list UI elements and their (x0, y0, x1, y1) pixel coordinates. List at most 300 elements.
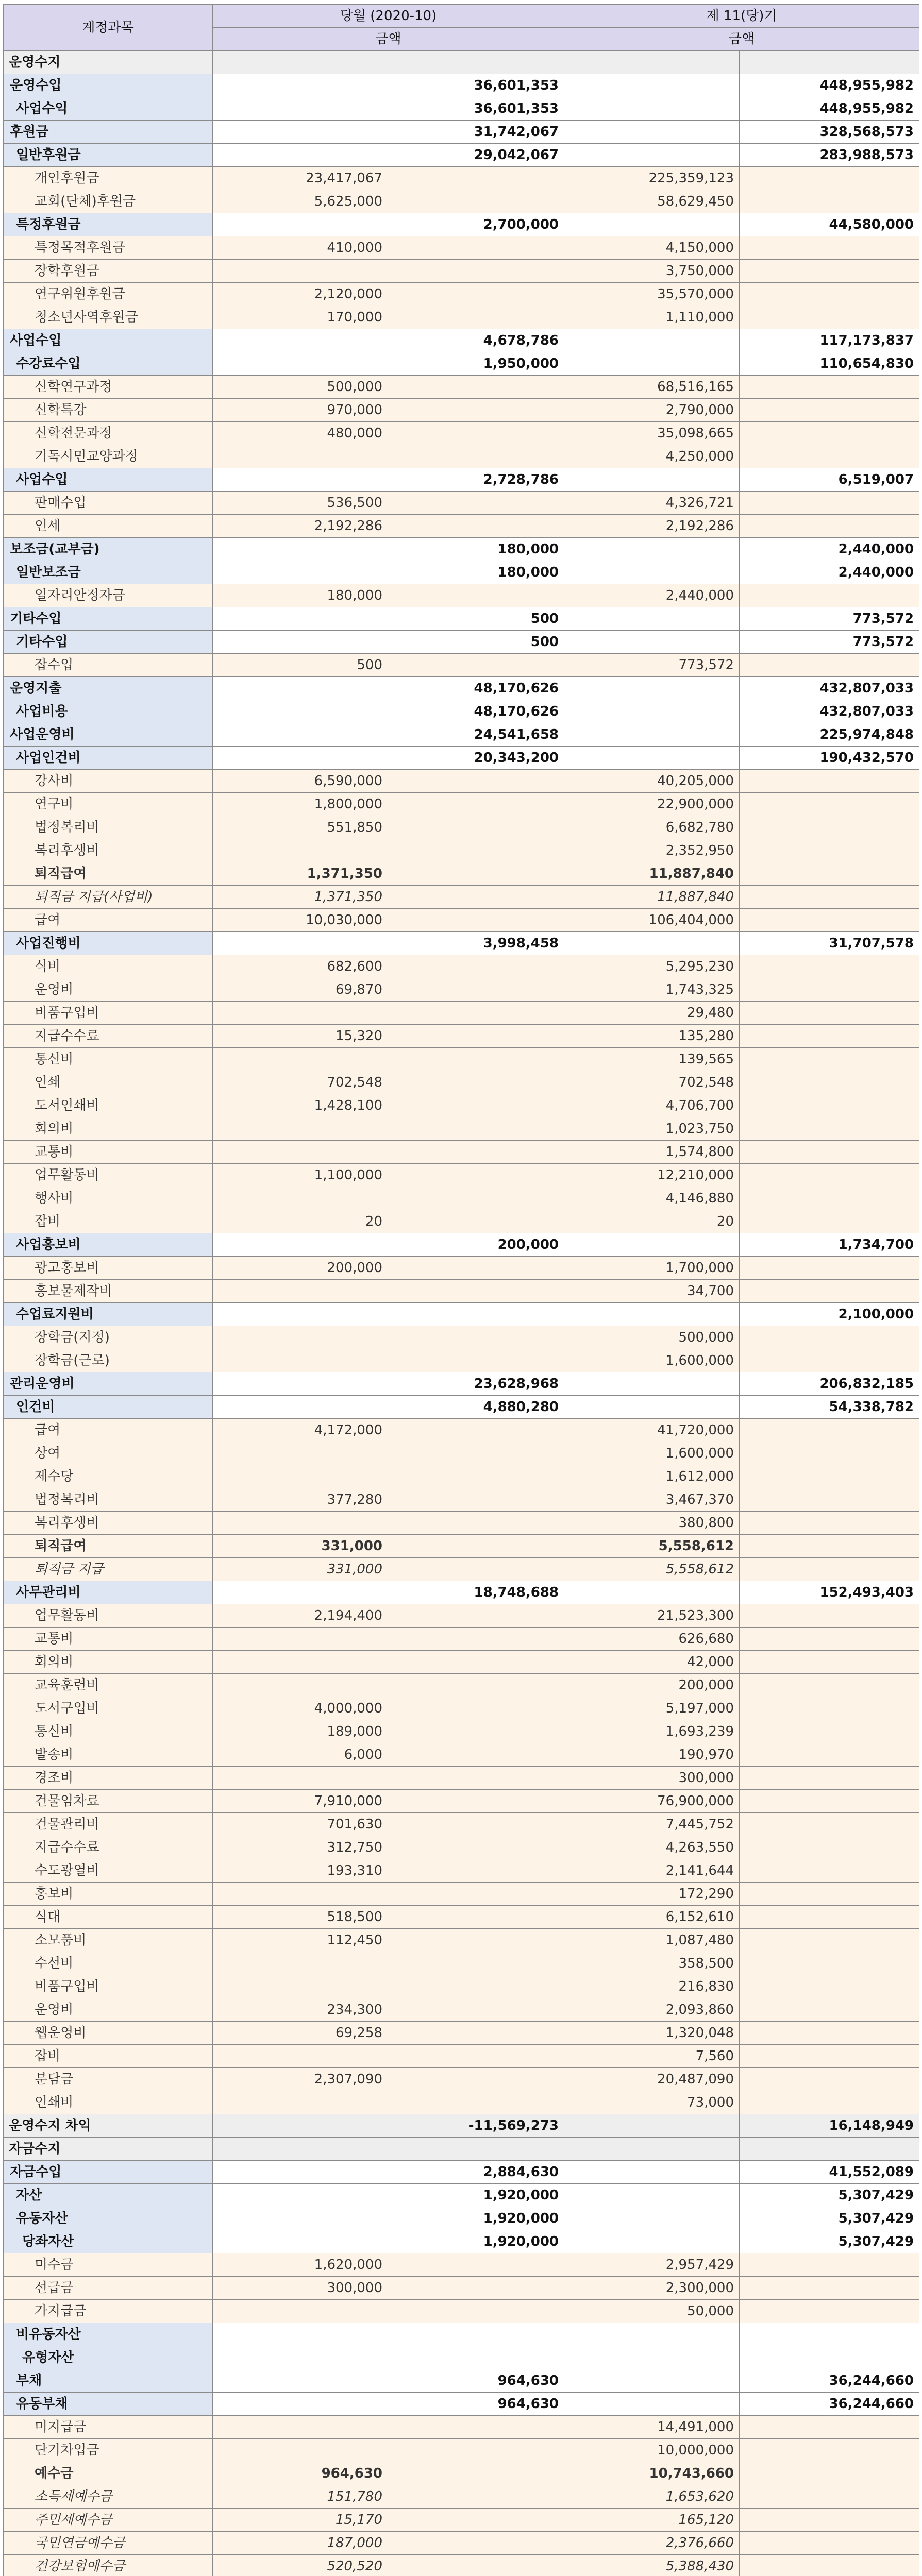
current-detail-amount: 234,300 (213, 1998, 388, 2022)
table-row (4, 376, 919, 399)
table-row (4, 422, 919, 445)
fiscal-detail-amount: 34,700 (564, 1280, 740, 1303)
account-name: 미지급금 (4, 2416, 213, 2439)
account-name: 발송비 (4, 1743, 213, 1767)
table-row (4, 862, 919, 886)
current-detail-amount (213, 260, 388, 283)
table-row (4, 584, 919, 607)
table-row (4, 2346, 919, 2369)
current-total-amount (388, 1117, 564, 1141)
fiscal-detail-amount: 300,000 (564, 1767, 740, 1790)
fiscal-total-amount (740, 1674, 919, 1697)
account-name: 사업진행비 (4, 932, 213, 955)
account-name: 단기차입금 (4, 2439, 213, 2462)
fiscal-detail-amount: 2,141,644 (564, 1859, 740, 1883)
table-row (4, 1628, 919, 1651)
account-name: 기독시민교양과정 (4, 445, 213, 468)
table-row (4, 747, 919, 770)
current-detail-amount: 410,000 (213, 236, 388, 260)
current-detail-amount: 2,192,286 (213, 515, 388, 538)
fiscal-detail-amount: 42,000 (564, 1651, 740, 1674)
fiscal-total-amount: 206,832,185 (740, 1372, 919, 1396)
fiscal-total-amount (740, 167, 919, 190)
current-detail-amount: 2,307,090 (213, 2068, 388, 2091)
fiscal-total-amount (740, 1117, 919, 1141)
fiscal-total-amount (740, 283, 919, 306)
fiscal-detail-amount: 2,352,950 (564, 839, 740, 862)
current-total-amount: 964,630 (388, 2369, 564, 2393)
account-name: 장학후원금 (4, 260, 213, 283)
table-row (4, 1883, 919, 1906)
account-name: 관리운영비 (4, 1372, 213, 1396)
account-name: 분담금 (4, 2068, 213, 2091)
current-total-amount (388, 2439, 564, 2462)
table-row (4, 2207, 919, 2230)
current-detail-amount: 702,548 (213, 1071, 388, 1094)
fiscal-total-amount (740, 1558, 919, 1581)
fiscal-total-amount (740, 955, 919, 978)
account-name: 유동부채 (4, 2393, 213, 2416)
table-row (4, 1233, 919, 1257)
current-total-amount: 4,880,280 (388, 1396, 564, 1419)
fiscal-detail-amount: 200,000 (564, 1674, 740, 1697)
fiscal-total-amount: 2,440,000 (740, 538, 919, 561)
current-total-amount (388, 1326, 564, 1349)
table-row (4, 2091, 919, 2114)
current-total-amount (388, 2091, 564, 2114)
table-row (4, 2114, 919, 2138)
current-detail-amount (213, 723, 388, 747)
table-row (4, 468, 919, 492)
account-name: 수강료수입 (4, 352, 213, 376)
table-row (4, 167, 919, 190)
fiscal-total-amount (740, 515, 919, 538)
current-total-amount: 180,000 (388, 538, 564, 561)
current-total-amount (388, 1442, 564, 1465)
current-total-amount (388, 1998, 564, 2022)
table-row (4, 1906, 919, 1929)
current-total-amount (388, 1210, 564, 1233)
fiscal-total-amount (740, 1998, 919, 2022)
table-row (4, 1349, 919, 1372)
current-detail-amount (213, 700, 388, 723)
fiscal-total-amount (740, 1767, 919, 1790)
fiscal-detail-amount: 106,404,000 (564, 909, 740, 932)
table-row (4, 1164, 919, 1187)
table-row (4, 1210, 919, 1233)
current-detail-amount (213, 1117, 388, 1141)
fiscal-total-amount: 117,173,837 (740, 329, 919, 352)
fiscal-detail-amount: 41,720,000 (564, 1419, 740, 1442)
table-row (4, 236, 919, 260)
fiscal-detail-amount (564, 1372, 740, 1396)
account-name: 연구비 (4, 793, 213, 816)
current-detail-amount (213, 1442, 388, 1465)
table-row (4, 654, 919, 677)
fiscal-total-amount (740, 839, 919, 862)
current-detail-amount: 1,800,000 (213, 793, 388, 816)
current-detail-amount (213, 51, 388, 74)
current-total-amount: 180,000 (388, 561, 564, 584)
fiscal-detail-amount: 14,491,000 (564, 2416, 740, 2439)
table-row (4, 144, 919, 167)
fiscal-detail-amount: 22,900,000 (564, 793, 740, 816)
current-detail-amount: 964,630 (213, 2462, 388, 2485)
fiscal-total-amount (740, 1535, 919, 1558)
current-detail-amount (213, 1326, 388, 1349)
fiscal-detail-amount (564, 1233, 740, 1257)
fiscal-detail-amount (564, 723, 740, 747)
table-row (4, 793, 919, 816)
fiscal-detail-amount: 68,516,165 (564, 376, 740, 399)
account-name: 운영수지 (4, 51, 213, 74)
fiscal-period-header: 제 11(당)기 (564, 5, 919, 28)
current-detail-amount: 331,000 (213, 1558, 388, 1581)
fiscal-total-amount (740, 2485, 919, 2509)
fiscal-detail-amount: 2,376,660 (564, 2532, 740, 2555)
current-total-amount: 964,630 (388, 2393, 564, 2416)
account-name: 신학특강 (4, 399, 213, 422)
fiscal-detail-amount: 6,152,610 (564, 1906, 740, 1929)
table-row (4, 1280, 919, 1303)
account-name: 인세 (4, 515, 213, 538)
table-row (4, 2509, 919, 2532)
account-name: 홍보비 (4, 1883, 213, 1906)
current-total-amount (388, 1813, 564, 1836)
fiscal-total-amount (740, 793, 919, 816)
fiscal-detail-amount: 4,263,550 (564, 1836, 740, 1859)
current-total-amount (388, 260, 564, 283)
table-row (4, 1859, 919, 1883)
fiscal-detail-amount: 773,572 (564, 654, 740, 677)
table-row (4, 260, 919, 283)
account-name: 운영비 (4, 1998, 213, 2022)
current-detail-amount: 331,000 (213, 1535, 388, 1558)
account-name: 제수당 (4, 1465, 213, 1488)
account-name: 운영비 (4, 978, 213, 1002)
table-row (4, 2045, 919, 2068)
fiscal-detail-amount: 2,300,000 (564, 2277, 740, 2300)
table-row (4, 2323, 919, 2346)
current-total-amount (388, 1883, 564, 1906)
fiscal-total-amount (740, 1025, 919, 1048)
current-total-amount: 29,042,067 (388, 144, 564, 167)
fiscal-detail-amount (564, 747, 740, 770)
fiscal-total-amount (740, 2300, 919, 2323)
current-total-amount (388, 2022, 564, 2045)
current-total-amount (388, 1836, 564, 1859)
table-row (4, 1720, 919, 1743)
fiscal-total-amount (740, 2022, 919, 2045)
account-name: 일자리안정자금 (4, 584, 213, 607)
current-total-amount (388, 1975, 564, 1998)
account-name: 비품구입비 (4, 1002, 213, 1025)
current-total-amount: 3,998,458 (388, 932, 564, 955)
fiscal-detail-amount: 12,210,000 (564, 1164, 740, 1187)
current-detail-amount (213, 1002, 388, 1025)
fiscal-total-amount (740, 2091, 919, 2114)
current-detail-amount (213, 2323, 388, 2346)
current-detail-amount (213, 1465, 388, 1488)
current-detail-amount: 6,000 (213, 1743, 388, 1767)
current-total-amount: 18,748,688 (388, 1581, 564, 1604)
current-total-amount (388, 1743, 564, 1767)
current-total-amount (388, 2300, 564, 2323)
current-total-amount (388, 1419, 564, 1442)
table-row (4, 2022, 919, 2045)
table-row (4, 2253, 919, 2277)
current-total-amount (388, 236, 564, 260)
account-name: 사업수익 (4, 97, 213, 121)
current-detail-amount: 7,910,000 (213, 1790, 388, 1813)
current-total-amount (388, 1303, 564, 1326)
fiscal-total-amount (740, 978, 919, 1002)
fiscal-detail-amount: 702,548 (564, 1071, 740, 1094)
fiscal-detail-amount: 11,887,840 (564, 886, 740, 909)
table-row (4, 2462, 919, 2485)
fiscal-detail-amount: 58,629,450 (564, 190, 740, 213)
account-name: 건강보험예수금 (4, 2555, 213, 2576)
fiscal-total-amount (740, 2045, 919, 2068)
current-detail-amount: 312,750 (213, 1836, 388, 1859)
table-row (4, 1094, 919, 1117)
table-row (4, 1998, 919, 2022)
account-name: 사업수입 (4, 329, 213, 352)
account-name: 통신비 (4, 1048, 213, 1071)
fiscal-detail-amount (564, 1581, 740, 1604)
table-row (4, 1558, 919, 1581)
fiscal-total-amount (740, 1071, 919, 1094)
current-total-amount (388, 1651, 564, 1674)
current-detail-amount (213, 144, 388, 167)
table-row (4, 978, 919, 1002)
account-name: 보조금(교부금) (4, 538, 213, 561)
table-row (4, 1836, 919, 1859)
current-detail-amount (213, 607, 388, 631)
current-total-amount: 36,601,353 (388, 97, 564, 121)
current-detail-amount: 69,870 (213, 978, 388, 1002)
current-detail-amount: 500 (213, 654, 388, 677)
fiscal-detail-amount (564, 2207, 740, 2230)
table-row (4, 51, 919, 74)
current-detail-amount (213, 1303, 388, 1326)
current-total-amount (388, 306, 564, 329)
current-detail-amount (213, 932, 388, 955)
current-total-amount (388, 1465, 564, 1488)
table-row (4, 886, 919, 909)
current-detail-amount (213, 2114, 388, 2138)
current-detail-amount: 180,000 (213, 584, 388, 607)
current-detail-amount: 1,371,350 (213, 862, 388, 886)
fiscal-total-amount: 448,955,982 (740, 74, 919, 97)
fiscal-total-amount (740, 1257, 919, 1280)
account-name: 자금수입 (4, 2161, 213, 2184)
current-detail-amount (213, 747, 388, 770)
table-row (4, 2439, 919, 2462)
fiscal-total-amount: 5,307,429 (740, 2207, 919, 2230)
current-detail-amount: 189,000 (213, 1720, 388, 1743)
fiscal-detail-amount: 626,680 (564, 1628, 740, 1651)
current-detail-amount (213, 1767, 388, 1790)
current-detail-amount: 2,120,000 (213, 283, 388, 306)
account-name: 소득세예수금 (4, 2485, 213, 2509)
current-detail-amount (213, 1233, 388, 1257)
current-total-amount (388, 2138, 564, 2161)
fiscal-total-amount (740, 2277, 919, 2300)
fiscal-total-amount: 773,572 (740, 607, 919, 631)
account-name: 퇴직금 지급 (4, 1558, 213, 1581)
fiscal-total-amount (740, 1975, 919, 1998)
fiscal-total-amount: 44,580,000 (740, 213, 919, 236)
current-total-amount (388, 1767, 564, 1790)
table-row (4, 2555, 919, 2576)
fiscal-detail-amount: 500,000 (564, 1326, 740, 1349)
current-total-amount: -11,569,273 (388, 2114, 564, 2138)
account-name: 웹운영비 (4, 2022, 213, 2045)
table-row (4, 2161, 919, 2184)
table-row (4, 2532, 919, 2555)
fiscal-total-amount (740, 422, 919, 445)
table-row (4, 723, 919, 747)
current-detail-amount: 1,100,000 (213, 1164, 388, 1187)
fiscal-total-amount (740, 260, 919, 283)
table-row (4, 909, 919, 932)
fiscal-total-amount (740, 1048, 919, 1071)
fiscal-detail-amount (564, 329, 740, 352)
table-row (4, 1419, 919, 1442)
account-name: 잡수입 (4, 654, 213, 677)
table-row (4, 1512, 919, 1535)
fiscal-total-amount (740, 2253, 919, 2277)
current-total-amount (388, 1720, 564, 1743)
fiscal-detail-amount: 5,558,612 (564, 1535, 740, 1558)
fiscal-detail-amount (564, 352, 740, 376)
fiscal-total-amount (740, 236, 919, 260)
table-header (4, 5, 919, 51)
current-total-amount (388, 1280, 564, 1303)
current-total-amount (388, 376, 564, 399)
fiscal-detail-amount: 172,290 (564, 1883, 740, 1906)
table-row (4, 97, 919, 121)
fiscal-detail-amount (564, 2323, 740, 2346)
table-row (4, 1303, 919, 1326)
table-row (4, 1581, 919, 1604)
fiscal-detail-amount: 7,445,752 (564, 1813, 740, 1836)
current-total-amount (388, 515, 564, 538)
current-detail-amount (213, 329, 388, 352)
current-total-amount: 24,541,658 (388, 723, 564, 747)
fiscal-detail-amount: 10,743,660 (564, 2462, 740, 2485)
current-total-amount (388, 1790, 564, 1813)
fiscal-detail-amount: 1,023,750 (564, 1117, 740, 1141)
account-name: 소모품비 (4, 1929, 213, 1952)
fiscal-detail-amount (564, 121, 740, 144)
current-total-amount (388, 1187, 564, 1210)
fiscal-total-amount (740, 399, 919, 422)
account-name: 비품구입비 (4, 1975, 213, 1998)
account-name: 급여 (4, 1419, 213, 1442)
table-row (4, 607, 919, 631)
fiscal-detail-amount (564, 631, 740, 654)
fiscal-total-amount (740, 1164, 919, 1187)
account-name: 사업홍보비 (4, 1233, 213, 1257)
current-total-amount (388, 793, 564, 816)
table-row (4, 1975, 919, 1998)
fiscal-detail-amount: 5,388,430 (564, 2555, 740, 2576)
fiscal-total-amount (740, 1628, 919, 1651)
fiscal-detail-amount: 50,000 (564, 2300, 740, 2323)
fiscal-detail-amount: 2,192,286 (564, 515, 740, 538)
table-row (4, 932, 919, 955)
fiscal-detail-amount: 3,750,000 (564, 260, 740, 283)
fiscal-total-amount (740, 886, 919, 909)
account-name: 운영지출 (4, 677, 213, 700)
current-detail-amount: 551,850 (213, 816, 388, 839)
current-total-amount (388, 1488, 564, 1512)
current-detail-amount (213, 352, 388, 376)
current-total-amount (388, 445, 564, 468)
current-detail-amount: 701,630 (213, 1813, 388, 1836)
table-row (4, 1396, 919, 1419)
current-total-amount (388, 2277, 564, 2300)
current-total-amount: 2,728,786 (388, 468, 564, 492)
account-name: 특정목적후원금 (4, 236, 213, 260)
current-total-amount (388, 1859, 564, 1883)
fiscal-detail-amount: 1,612,000 (564, 1465, 740, 1488)
table-row (4, 2184, 919, 2207)
current-total-amount (388, 1094, 564, 1117)
current-total-amount (388, 2509, 564, 2532)
fiscal-total-amount: 190,432,570 (740, 747, 919, 770)
current-total-amount (388, 862, 564, 886)
table-row (4, 677, 919, 700)
fiscal-total-amount: 152,493,403 (740, 1581, 919, 1604)
current-total-amount (388, 839, 564, 862)
fiscal-detail-amount: 3,467,370 (564, 1488, 740, 1512)
current-total-amount (388, 886, 564, 909)
fiscal-total-amount (740, 1929, 919, 1952)
table-row (4, 1002, 919, 1025)
account-name: 잡비 (4, 2045, 213, 2068)
fiscal-detail-amount (564, 2230, 740, 2253)
fiscal-detail-amount: 40,205,000 (564, 770, 740, 793)
table-row (4, 492, 919, 515)
current-detail-amount (213, 1952, 388, 1975)
fiscal-detail-amount: 1,693,239 (564, 1720, 740, 1743)
fiscal-detail-amount: 20 (564, 1210, 740, 1233)
fiscal-detail-amount: 190,970 (564, 1743, 740, 1767)
fiscal-detail-amount (564, 2393, 740, 2416)
fiscal-total-amount (740, 584, 919, 607)
fiscal-detail-amount (564, 561, 740, 584)
fiscal-total-amount (740, 51, 919, 74)
account-name: 법정복리비 (4, 1488, 213, 1512)
fiscal-total-amount: 432,807,033 (740, 677, 919, 700)
account-name: 행사비 (4, 1187, 213, 1210)
current-detail-amount: 5,625,000 (213, 190, 388, 213)
account-name: 교육훈련비 (4, 1674, 213, 1697)
fiscal-detail-amount: 2,093,860 (564, 1998, 740, 2022)
fiscal-total-amount (740, 2555, 919, 2576)
fiscal-detail-amount (564, 97, 740, 121)
current-total-amount (388, 1025, 564, 1048)
table-row (4, 283, 919, 306)
current-total-amount (388, 1929, 564, 1952)
table-row (4, 1767, 919, 1790)
current-detail-amount: 518,500 (213, 1906, 388, 1929)
fiscal-total-amount (740, 2439, 919, 2462)
current-total-amount (388, 2462, 564, 2485)
